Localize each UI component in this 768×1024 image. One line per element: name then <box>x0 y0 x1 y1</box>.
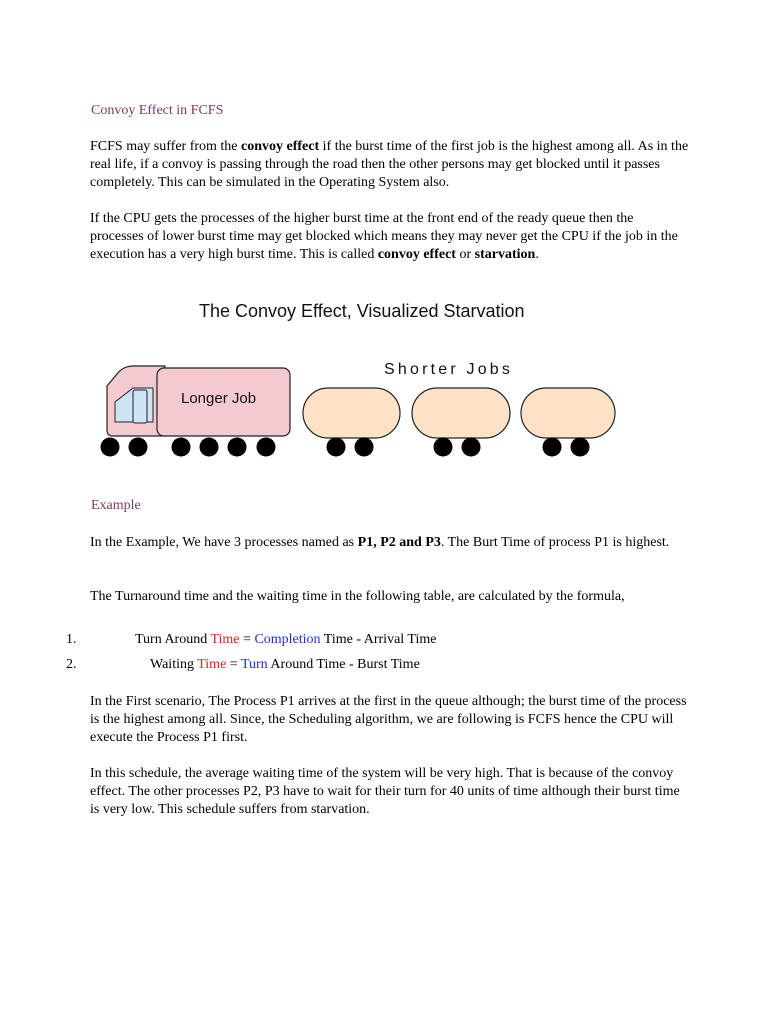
section-heading-convoy-effect: Convoy Effect in FCFS <box>91 103 224 118</box>
wheel <box>228 438 247 457</box>
text-run: Waiting <box>150 657 198 672</box>
text-run: FCFS may suffer from the <box>90 139 242 154</box>
wheel <box>200 438 219 457</box>
shorter-jobs-label: Shorter Jobs <box>384 361 514 378</box>
figure-title: The Convoy Effect, Visualized Starvation <box>199 301 525 321</box>
bold-term-processes: P1, P2 and P3 <box>357 535 441 550</box>
shorter-job-tank <box>303 388 400 438</box>
wheel <box>434 438 453 457</box>
bold-term-convoy-effect: convoy effect <box>377 247 456 262</box>
wheel <box>462 438 481 457</box>
wheel <box>543 438 562 457</box>
wheel <box>172 438 191 457</box>
wheel <box>355 438 374 457</box>
paragraph-example-processes <box>90 534 690 552</box>
text-run: If the CPU gets the processes of the higher burst time at the front end of the ready queue then the processes of lower burst time may get blocked which means they may never get the CPU if the job in the execution has a very high burst time. This is called <box>90 211 678 262</box>
list-number: 1. <box>66 632 77 647</box>
text-run: Turn Around <box>135 632 211 647</box>
formula-text <box>150 656 420 674</box>
convoy-effect-figure <box>85 290 625 465</box>
paragraph-formula-intro: The Turnaround time and the waiting time in the following table, are calculated by the formula, <box>90 589 625 604</box>
wheel <box>327 438 346 457</box>
highlight-red: Time <box>210 632 240 647</box>
wheel <box>571 438 590 457</box>
highlight-red: Time <box>197 657 227 672</box>
bold-term-convoy-effect: convoy effect <box>241 139 320 154</box>
section-heading-example: Example <box>91 498 141 513</box>
paragraph-fcfs-convoy <box>90 138 690 192</box>
paragraph-cpu-starvation <box>90 210 690 264</box>
text-run: Around Time - Burst Time <box>267 657 420 672</box>
wheel <box>257 438 276 457</box>
text-run: Time - Arrival Time <box>320 632 437 647</box>
wheel <box>101 438 120 457</box>
text-run: = <box>226 657 241 672</box>
text-run: . <box>535 247 539 262</box>
text-run: = <box>239 632 255 647</box>
paragraph-first-scenario: In the First scenario, The Process P1 arrives at the first in the queue although; the burst time of the process is the highest among all. Since, the Scheduling algorithm, we are following is FCFS hence the CPU will execute the Process P1 first. <box>90 694 687 745</box>
text-run: or <box>455 247 475 262</box>
list-number: 2. <box>66 657 77 672</box>
highlight-blue: Turn <box>240 657 268 672</box>
paragraph-schedule-starvation: In this schedule, the average waiting time of the system will be very high. That is because of the convoy effect. The other processes P2, P3 have to wait for their turn for 40 units of time although their burst time is very low. This schedule suffers from starvation. <box>90 766 680 817</box>
text-run: In the Example, We have 3 processes named as <box>90 535 358 550</box>
shorter-job-tank <box>521 388 615 438</box>
wheel <box>129 438 148 457</box>
truck-side-window <box>133 390 147 423</box>
text-run: if the burst time of the first job is the highest among all. As in the real life, if a convoy is passing through the road then the other persons may get blocked until it passes completely. This can be simulated in the Operating System also. <box>90 139 689 190</box>
longer-job-label: Longer Job <box>181 390 257 407</box>
highlight-blue: Completion <box>254 632 321 647</box>
bold-term-starvation: starvation <box>474 247 536 262</box>
formula-text <box>135 631 436 649</box>
shorter-job-tank <box>412 388 510 438</box>
text-run: . The Burt Time of process P1 is highest. <box>440 535 670 550</box>
